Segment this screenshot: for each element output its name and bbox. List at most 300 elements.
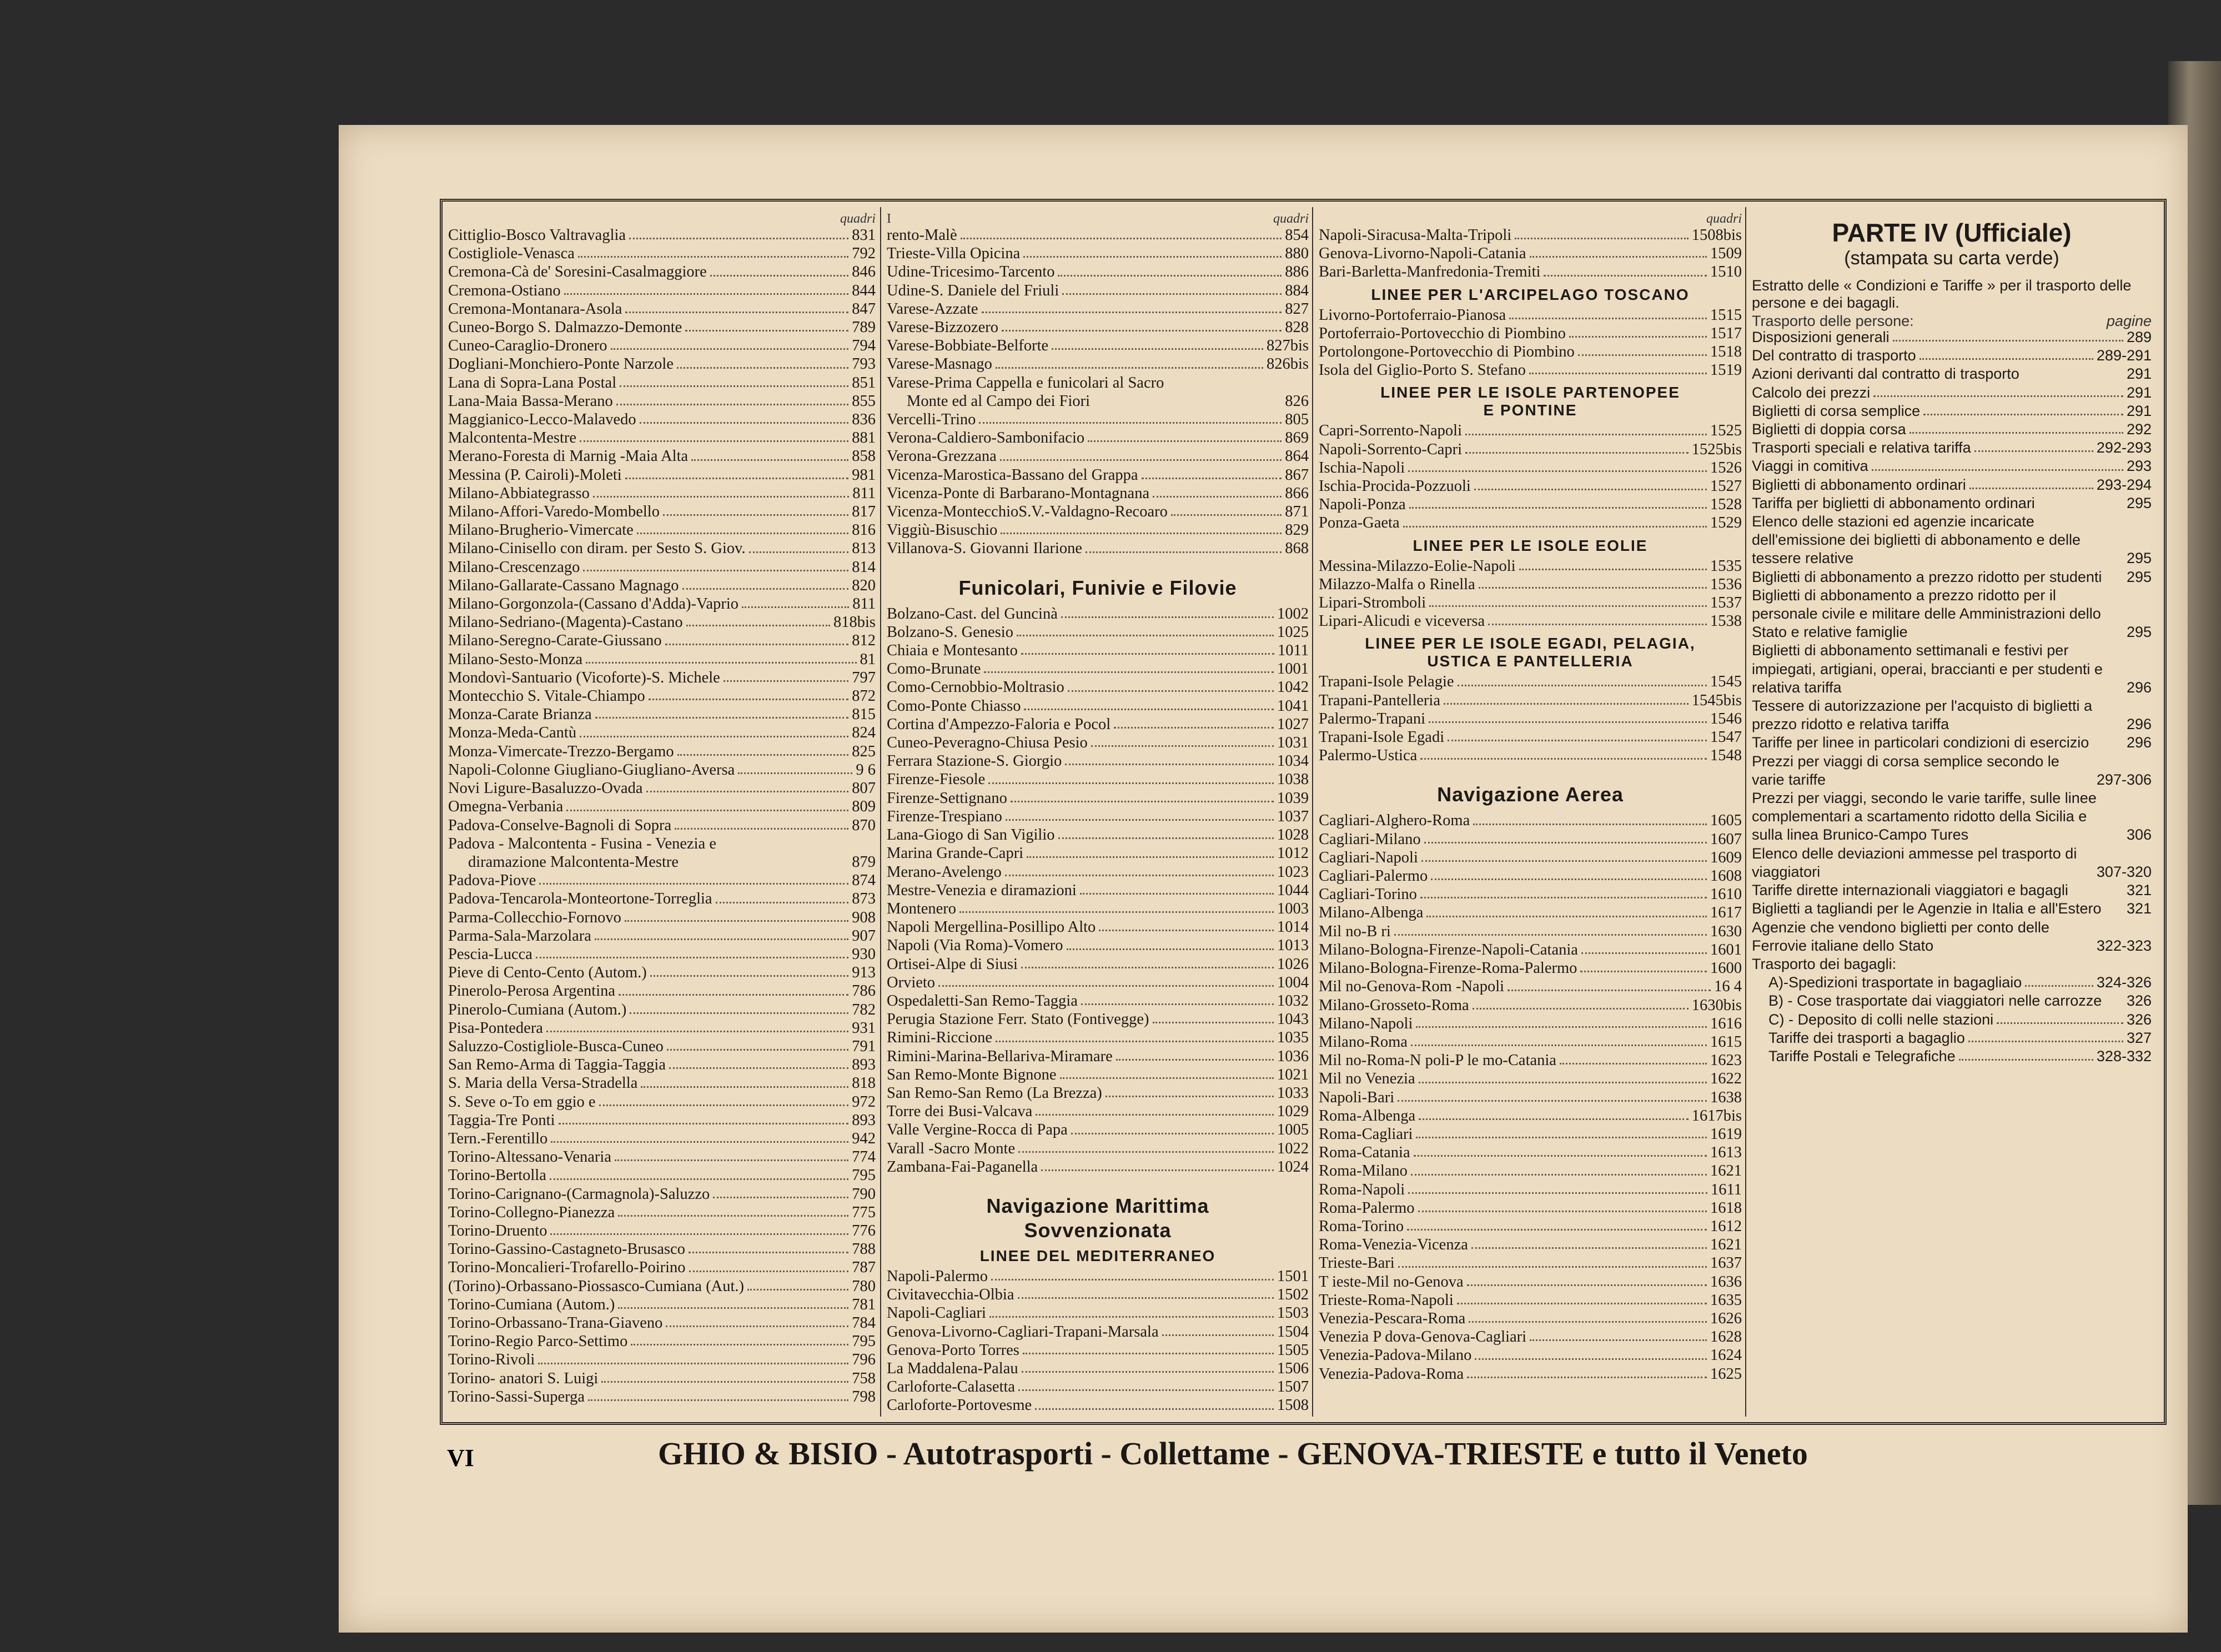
dot-leader <box>625 920 848 922</box>
index-entry <box>1319 1236 1742 1254</box>
entry-label: Roma-Napoli <box>1319 1181 1405 1198</box>
entry-number: 1502 <box>1277 1286 1309 1304</box>
entry-label: Torino-Cumiana (Autom.) <box>448 1296 615 1313</box>
entry-number: 1033 <box>1277 1084 1309 1102</box>
index-entry <box>887 863 1309 881</box>
entry-label: Torino- anatori S. Luigi <box>448 1369 599 1387</box>
dot-leader <box>669 1067 848 1069</box>
dot-leader <box>689 1252 848 1253</box>
dot-leader <box>1071 1133 1274 1134</box>
bagagli-list <box>1752 973 2152 1066</box>
entry-label: Costigliole-Venasca <box>448 245 575 263</box>
index-entry <box>448 1314 876 1332</box>
dot-leader <box>1418 1211 1707 1212</box>
dot-leader <box>578 256 848 258</box>
index-entry <box>1319 557 1742 575</box>
entry-number: 1043 <box>1277 1011 1309 1028</box>
index-entry <box>887 1158 1309 1176</box>
entry-label: Napoli (Via Roma)-Vomero <box>887 937 1063 955</box>
index-entry <box>1319 885 1742 903</box>
entry-label: Venezia-Padova-Roma <box>1319 1365 1464 1383</box>
entry-number: 1012 <box>1277 845 1309 862</box>
index-entry <box>1319 1365 1742 1383</box>
entry-number: 1510 <box>1710 263 1742 281</box>
dot-leader <box>1508 990 1711 991</box>
entry-label: Torre dei Busi-Valcava <box>887 1103 1033 1121</box>
index-entry <box>448 1369 876 1388</box>
entry-label: Villanova-S. Giovanni Ilarione <box>887 540 1083 558</box>
entry-number: 858 <box>852 448 876 465</box>
dot-leader <box>1581 952 1707 954</box>
index-entry <box>887 282 1309 300</box>
index-entry <box>448 797 876 816</box>
entry-number: 1025 <box>1277 623 1309 641</box>
dot-leader <box>1959 1059 2093 1061</box>
entry-number: 1527 <box>1710 478 1742 495</box>
entry-number: 942 <box>852 1129 876 1147</box>
entry-number: 1525 <box>1710 422 1742 440</box>
entry-label: Tessere di autorizzazione per l'acquisto di biglietti a prezzo ridotto e relativa tariffa <box>1752 697 2092 733</box>
entry-number: 1617bis <box>1691 1107 1742 1124</box>
dot-leader <box>588 1399 848 1401</box>
dot-leader <box>1142 478 1282 479</box>
entry-label: San Remo-San Remo (La Brezza) <box>887 1084 1102 1102</box>
entry-number: 846 <box>852 263 876 281</box>
entry-number: 813 <box>852 540 876 558</box>
dot-leader <box>1041 1169 1274 1171</box>
entry-label: Cagliari-Napoli <box>1319 848 1418 866</box>
entry-number: 1028 <box>1277 826 1309 844</box>
dot-leader <box>991 1279 1274 1281</box>
entry-label: Torino-Altessano-Venaria <box>448 1148 611 1166</box>
dot-leader <box>1467 1284 1707 1286</box>
entry-label: Trapani-Pantelleria <box>1319 691 1440 709</box>
index-entry <box>448 650 876 669</box>
index-entry <box>1752 494 2152 513</box>
dot-leader <box>640 422 849 424</box>
entry-number: 881 <box>852 429 876 447</box>
dot-leader <box>630 1012 848 1014</box>
entry-number: 827 <box>1285 300 1309 318</box>
section-title-funicolari: Funicolari, Funivie e Filovie <box>958 576 1237 599</box>
entry-number: 758 <box>852 1369 876 1387</box>
entry-label: Torino-Orbassano-Trana-Giaveno <box>448 1314 663 1332</box>
index-entry <box>887 955 1309 973</box>
entry-label: Trasporti speciali e relativa tariffa <box>1752 439 1971 456</box>
entry-label: Milano-Grosseto-Roma <box>1319 996 1469 1014</box>
dot-leader <box>1448 740 1707 741</box>
section-title-aerea: Navigazione Aerea <box>1437 783 1624 806</box>
index-entry <box>1319 575 1742 594</box>
dot-leader <box>1530 1339 1707 1341</box>
entry-label: Portoferraio-Portovecchio di Piombino <box>1319 324 1566 342</box>
dot-leader <box>559 1123 849 1124</box>
entry-label: Ospedaletti-San Remo-Taggia <box>887 992 1078 1010</box>
entry-number: 827bis <box>1266 337 1309 355</box>
index-entry <box>448 263 876 281</box>
index-entry <box>448 521 876 539</box>
section-title-sovvenzionata: Sovvenzionata <box>1024 1218 1172 1242</box>
index-entry <box>887 1028 1309 1047</box>
dot-leader <box>691 459 848 461</box>
entry-number: 328-332 <box>2096 1047 2152 1064</box>
dot-leader <box>583 570 848 571</box>
entry-label: Cremona-Ostiano <box>448 282 561 299</box>
entry-number: 854 <box>1285 227 1309 244</box>
entry-number: 847 <box>852 300 876 318</box>
entry-number: 1618 <box>1710 1199 1742 1217</box>
index-entry <box>1752 365 2152 383</box>
entry-number: 1037 <box>1277 807 1309 825</box>
index-entry <box>448 318 876 337</box>
entry-number: 307-320 <box>2096 863 2152 880</box>
entry-number: 931 <box>852 1019 876 1037</box>
dot-leader <box>580 440 848 442</box>
index-entry <box>1319 996 1742 1015</box>
entry-number: 1517 <box>1710 324 1742 342</box>
entry-number: 788 <box>852 1241 876 1258</box>
contents-list <box>1752 328 2152 955</box>
index-entry <box>1319 830 1742 848</box>
index-entry <box>887 678 1309 696</box>
entry-number: 289 <box>2126 329 2152 345</box>
dot-leader <box>1910 432 2123 434</box>
index-entry <box>887 789 1309 807</box>
dot-leader <box>1420 758 1707 760</box>
entry-number: 780 <box>852 1277 876 1295</box>
dot-leader <box>620 385 848 387</box>
entry-number: 784 <box>852 1314 876 1332</box>
index-entry <box>448 1277 876 1296</box>
index-entry <box>448 1056 876 1074</box>
entry-label: Varese-Prima Cappella e funicolari al Sacro Monte ed al Campo dei Fiori <box>887 374 1164 410</box>
dot-leader <box>615 1159 848 1161</box>
dot-leader <box>1408 1192 1707 1194</box>
entry-number: 1535 <box>1710 557 1742 575</box>
dot-leader <box>713 1197 848 1198</box>
entry-label: Genova-Livorno-Napoli-Catania <box>1319 245 1526 263</box>
entry-number: 864 <box>1285 448 1309 465</box>
dot-leader <box>989 1316 1274 1318</box>
entry-number: 1601 <box>1710 941 1742 958</box>
page-number: VI <box>447 1444 474 1472</box>
entry-number: 776 <box>852 1222 876 1239</box>
entry-label: Cortina d'Ampezzo-Faloria e Pocol <box>887 715 1111 733</box>
entry-number: 326 <box>2126 1011 2152 1028</box>
entry-number: 1503 <box>1277 1304 1309 1322</box>
entry-number: 291 <box>2126 384 2152 401</box>
entry-number: 809 <box>852 798 876 816</box>
entry-label: Lana-Giogo di San Vigilio <box>887 826 1055 844</box>
dot-leader <box>566 810 848 811</box>
dot-leader <box>1997 1022 2123 1024</box>
index-entry <box>887 770 1309 789</box>
entry-number: 16 4 <box>1714 978 1742 996</box>
dot-leader <box>996 1041 1274 1042</box>
aerea-list <box>1319 811 1742 1383</box>
entry-label: Milano-Seregno-Carate-Giussano <box>448 632 662 650</box>
index-entry <box>1752 845 2152 881</box>
entry-number: 293-294 <box>2096 476 2152 493</box>
subsection-eolie: LINEE PER LE ISOLE EOLIE <box>1413 536 1648 554</box>
dot-leader <box>1471 1247 1707 1249</box>
index-entry <box>448 392 876 410</box>
entry-label: Messina (P. Cairoli)-Moleti <box>448 466 622 484</box>
dot-leader <box>1560 1063 1707 1064</box>
dot-leader <box>1000 459 1282 461</box>
entry-label: Milano-Abbiategrasso <box>448 484 590 502</box>
entry-label: Tariffe Postali e Telegrafiche <box>1768 1047 1956 1064</box>
entry-number: 1026 <box>1277 955 1309 973</box>
entry-label: Del contratto di trasporto <box>1752 347 1916 364</box>
entry-label: Padova-Piove <box>448 872 536 890</box>
index-entry <box>1319 1254 1742 1272</box>
dot-leader <box>1058 275 1282 277</box>
dot-leader <box>675 828 848 830</box>
index-entry <box>887 900 1309 918</box>
entry-label: Torino-Moncalieri-Trofarello-Poirino <box>448 1259 686 1277</box>
entry-number: 1619 <box>1710 1125 1742 1143</box>
index-entry <box>1319 594 1742 612</box>
dot-leader <box>1394 934 1707 936</box>
entry-label: Pescia-Lucca <box>448 945 532 963</box>
entry-label: Mestre-Venezia e diramazioni <box>887 881 1077 899</box>
entry-number: 1044 <box>1277 881 1309 899</box>
entry-number: 868 <box>1285 540 1309 558</box>
entry-label: Cuneo-Borgo S. Dalmazzo-Demonte <box>448 319 682 337</box>
column-2 <box>887 212 1309 1415</box>
column-header: I quadri <box>887 212 1309 226</box>
entry-label: Tariffe dirette internazionali viaggiatori e bagagli <box>1752 882 2068 899</box>
dot-leader <box>550 1233 848 1235</box>
entry-label: Palermo-Trapani <box>1319 710 1426 727</box>
index-entry <box>887 623 1309 641</box>
index-entry <box>1319 1309 1742 1328</box>
entry-label: Padova - Malcontenta - Fusina - Venezia e diramazione Malcontenta-Mestre <box>448 835 717 871</box>
entry-label: Marina Grande-Capri <box>887 845 1024 862</box>
entry-number: 814 <box>852 558 876 576</box>
entry-number: 886 <box>1285 263 1309 281</box>
dot-leader <box>650 975 848 977</box>
entry-number: 289-291 <box>2096 347 2152 364</box>
entry-label: Elenco delle deviazioni ammesse pel trasporto di viaggiatori <box>1752 845 2077 880</box>
entry-number: 1024 <box>1277 1158 1309 1176</box>
entry-number: 321 <box>2126 900 2152 917</box>
entry-label: Rimini-Marina-Bellariva-Miramare <box>887 1047 1113 1065</box>
entry-label: Vicenza-MontecchioS.V.-Valdagno-Recoaro <box>887 503 1168 521</box>
section-title-navigazione: Navigazione Marittima <box>986 1194 1209 1217</box>
index-entry <box>887 734 1309 752</box>
entry-label: Biglietti di abbonamento ordinari <box>1752 476 1966 493</box>
dot-leader <box>1011 801 1274 802</box>
index-entry <box>1319 1088 1742 1107</box>
entry-label: Viaggi in comitiva <box>1752 458 1868 475</box>
index-entry <box>1319 459 1742 477</box>
index-entry <box>448 282 876 300</box>
index-entry <box>887 1066 1309 1084</box>
entry-label: Venezia-Pescara-Roma <box>1319 1309 1466 1327</box>
dot-leader <box>1419 1082 1707 1083</box>
entry-number: 1505 <box>1277 1341 1309 1359</box>
entry-number: 1504 <box>1277 1323 1309 1340</box>
entry-number: 820 <box>852 576 876 594</box>
dot-leader <box>586 662 856 664</box>
entry-label: Milano-Cinisello con diram. per Sesto S. Giov. <box>448 540 746 558</box>
entry-label: Torino-Carignano-(Carmagnola)-Saluzzo <box>448 1185 710 1203</box>
entry-number: 1616 <box>1710 1015 1742 1032</box>
dot-leader <box>1530 256 1707 258</box>
entry-label: Torino-Gassino-Castagneto-Brusasco <box>448 1241 685 1258</box>
index-entry <box>1752 789 2152 845</box>
entry-number: 1002 <box>1277 605 1309 622</box>
entry-label: Lana di Sopra-Lana Postal <box>448 374 617 391</box>
index-entry <box>1752 457 2152 475</box>
index-entry <box>448 1240 876 1258</box>
index-entry <box>448 447 876 465</box>
dot-leader <box>1068 690 1274 692</box>
entry-label: A)-Spedizioni trasportate in bagagliaio <box>1768 974 2022 991</box>
column-3 <box>1319 212 1742 1383</box>
column-1 <box>448 212 876 1406</box>
dot-leader <box>1086 551 1282 553</box>
dot-leader <box>1403 526 1707 528</box>
parte-iv-intro: Estratto delle « Condizioni e Tariffe » per il trasporto delle persone e dei bagagli. <box>1752 277 2132 311</box>
entry-label: Milano-Sedriano-(Magenta)-Castano <box>448 614 683 631</box>
entry-number: 836 <box>852 411 876 429</box>
entry-number: 805 <box>1285 411 1309 429</box>
entry-label: Lipari-Alicudi e viceversa <box>1319 612 1485 630</box>
dot-leader <box>982 312 1282 313</box>
entry-label: Varese-Bobbiate-Belforte <box>887 337 1049 355</box>
dot-leader <box>601 1381 848 1383</box>
entry-label: Palermo-Ustica <box>1319 747 1418 765</box>
index-entry <box>1319 710 1742 728</box>
entry-label: Ferrara Stazione-S. Giorgio <box>887 752 1062 770</box>
index-entry <box>887 1286 1309 1304</box>
dot-leader <box>1488 624 1707 625</box>
mediterraneo-list <box>887 1267 1309 1415</box>
entry-label: San Remo-Monte Bignone <box>887 1066 1057 1083</box>
index-entry <box>1319 1346 1742 1364</box>
entry-number: 792 <box>852 245 876 263</box>
index-entry <box>448 1203 876 1222</box>
index-entry <box>887 484 1309 503</box>
entry-number: 1545bis <box>1691 691 1742 709</box>
index-entry <box>448 705 876 724</box>
dot-leader <box>593 496 849 498</box>
funicolari-list <box>887 605 1309 1176</box>
entry-label: Cremona-Montanara-Asola <box>448 300 622 318</box>
subsection-pontine: E PONTINE <box>1483 401 1577 419</box>
entry-number: 1515 <box>1710 306 1742 324</box>
dot-leader <box>1153 496 1282 498</box>
index-entry <box>1319 922 1742 941</box>
entry-label: Dogliani-Monchiero-Ponte Narzole <box>448 355 674 373</box>
entry-label: Biglietti di abbonamento a prezzo ridotto per il personale civile e militare delle Amministrazioni dello Stato e relative famiglie <box>1752 586 2101 641</box>
index-entry <box>1319 1107 1742 1125</box>
entry-label: Lana-Maia Bassa-Merano <box>448 392 613 410</box>
dot-leader <box>1114 727 1274 729</box>
dot-leader <box>1061 616 1274 618</box>
dot-leader <box>677 754 849 756</box>
entry-number: 1526 <box>1710 459 1742 476</box>
index-entry <box>448 687 876 705</box>
entry-label: (Torino)-Orbassano-Piossasco-Cumiana (Aut.) <box>448 1277 745 1295</box>
entry-label: Varese-Masnago <box>887 355 992 373</box>
dot-leader <box>1569 336 1707 338</box>
index-entry <box>448 779 876 797</box>
dot-leader <box>665 644 849 645</box>
entry-number: 930 <box>852 945 876 963</box>
dot-leader <box>539 883 848 885</box>
entry-label: Napoli-Siracusa-Malta-Tripoli <box>1319 227 1512 244</box>
entry-label: Bolzano-Cast. del Guncinà <box>887 605 1058 622</box>
index-entry <box>448 429 876 447</box>
entry-number: 818 <box>852 1074 876 1092</box>
entry-number: 870 <box>852 816 876 834</box>
entry-label: Padova-Conselve-Bagnoli di Sopra <box>448 816 672 834</box>
entry-label: Napoli Mergellina-Posillipo Alto <box>887 918 1096 936</box>
dot-leader <box>747 1289 848 1291</box>
entry-number: 851 <box>852 374 876 391</box>
dot-leader <box>1162 1334 1274 1336</box>
entry-label: Napoli-Colonne Giugliano-Giugliano-Aversa <box>448 761 735 779</box>
index-entry <box>1752 900 2152 918</box>
entry-label: Firenze-Fiesole <box>887 771 986 789</box>
column-4 <box>1752 212 2152 1066</box>
index-entry <box>887 300 1309 318</box>
index-entry <box>448 890 876 908</box>
dot-leader <box>618 1307 848 1309</box>
dot-leader <box>1116 1059 1274 1061</box>
index-entry <box>1319 263 1742 281</box>
index-entry <box>448 558 876 576</box>
dot-leader <box>1006 819 1274 821</box>
index-entry <box>887 503 1309 521</box>
entry-label: Orvieto <box>887 973 936 991</box>
entry-number: 9 6 <box>856 761 876 779</box>
index-entry <box>1319 495 1742 514</box>
dot-leader <box>1023 1353 1274 1354</box>
entry-label: Napoli-Ponza <box>1319 496 1406 514</box>
entry-number: 1032 <box>1277 992 1309 1010</box>
entry-label: C) - Deposito di colli nelle stazioni <box>1768 1011 1994 1028</box>
index-entry <box>1752 439 2152 457</box>
entry-number: 292 <box>2126 421 2152 438</box>
index-entry <box>1752 641 2152 697</box>
dot-leader <box>1467 1377 1707 1378</box>
entry-label: Udine-Tricesimo-Tarcento <box>887 263 1055 281</box>
entry-label: Verona-Caldiero-Sambonifacio <box>887 429 1085 447</box>
index-entry <box>1319 306 1742 324</box>
index-entry <box>887 697 1309 715</box>
index-entry <box>1319 324 1742 343</box>
dot-leader <box>1035 1408 1274 1410</box>
index-entry <box>448 1332 876 1350</box>
index-entry <box>887 466 1309 484</box>
entry-number: 1507 <box>1277 1378 1309 1396</box>
entry-number: 1548 <box>1710 747 1742 765</box>
entry-number: 295 <box>2126 550 2152 567</box>
index-entry <box>448 816 876 835</box>
dot-leader <box>710 275 848 277</box>
index-entry <box>887 1084 1309 1102</box>
dot-leader <box>1429 721 1707 723</box>
entry-number: 1036 <box>1277 1047 1309 1065</box>
entry-label: Napoli-Sorrento-Capri <box>1319 440 1463 458</box>
entry-label: Valle Vergine-Rocca di Papa <box>887 1121 1068 1139</box>
index-entry <box>448 1093 876 1111</box>
